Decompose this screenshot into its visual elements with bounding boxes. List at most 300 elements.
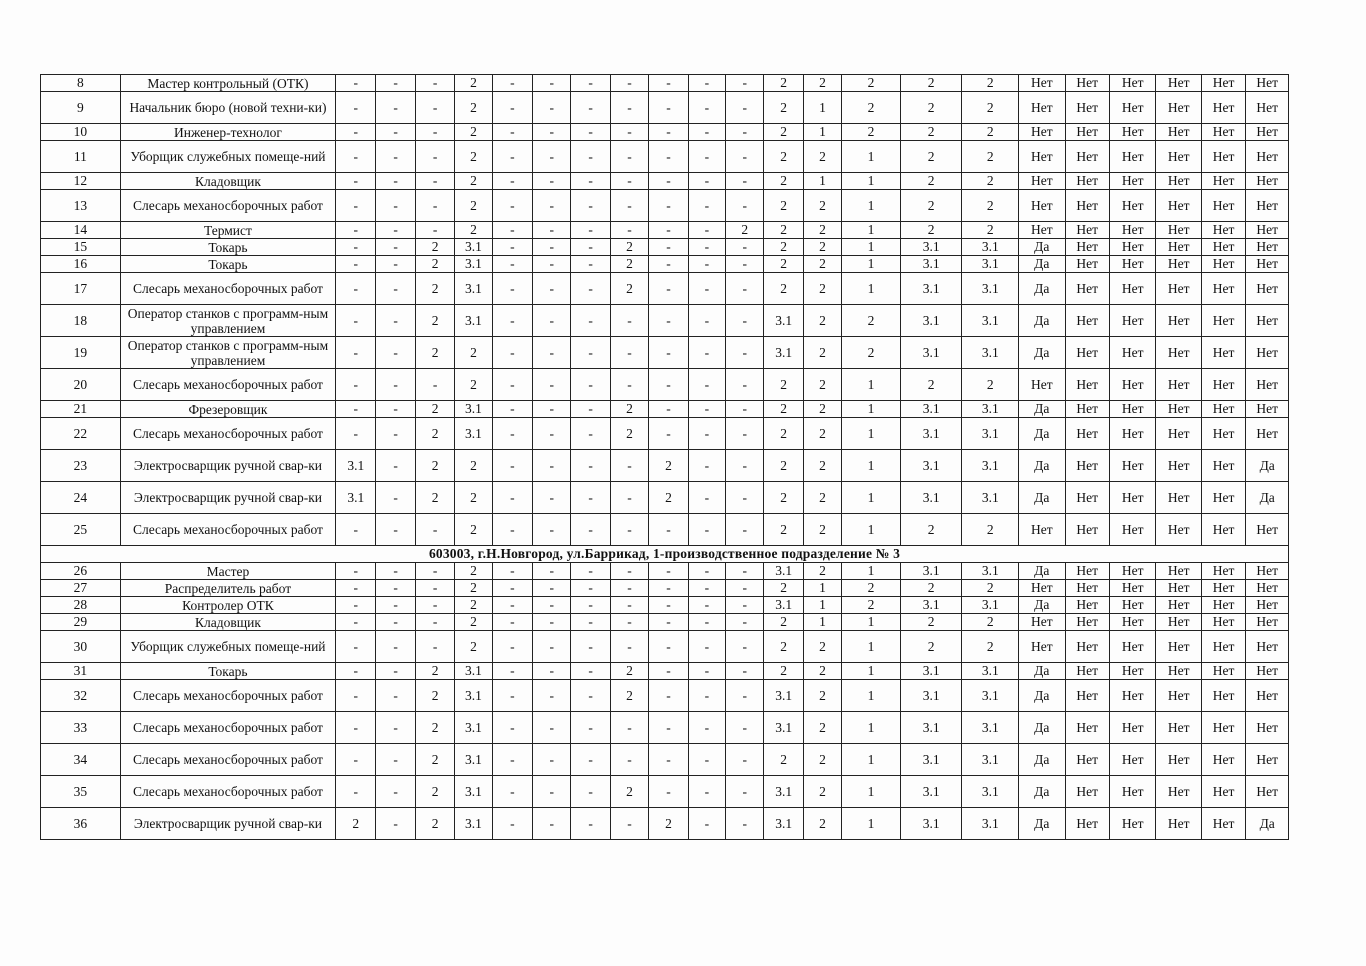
value-cell: 1	[842, 239, 901, 256]
value-cell: -	[492, 222, 532, 239]
value-cell: Нет	[1065, 173, 1109, 190]
value-cell: 1	[842, 273, 901, 305]
value-cell: -	[376, 401, 415, 418]
table-row	[41, 273, 1289, 305]
value-cell: -	[492, 418, 532, 450]
value-cell: 2	[803, 75, 841, 92]
value-cell: -	[492, 563, 532, 580]
value-cell: 2	[900, 124, 962, 141]
value-cell: -	[649, 305, 688, 337]
value-cell: 3.1	[455, 418, 492, 450]
value-cell: 2	[962, 614, 1019, 631]
value-cell: Да	[1019, 776, 1065, 808]
value-cell: -	[610, 141, 648, 173]
value-cell: -	[376, 418, 415, 450]
value-cell: -	[610, 369, 648, 401]
value-cell: -	[492, 305, 532, 337]
value-cell: -	[610, 631, 648, 663]
value-cell: -	[415, 190, 454, 222]
value-cell: 2	[455, 580, 492, 597]
value-cell: Нет	[1156, 450, 1201, 482]
value-cell: Нет	[1109, 482, 1155, 514]
value-cell: Да	[1019, 482, 1065, 514]
value-cell: -	[533, 712, 571, 744]
position-name: Электросварщик ручной свар-ки	[120, 482, 335, 514]
value-cell: 2	[803, 808, 841, 840]
value-cell: -	[688, 369, 725, 401]
value-cell: 3.1	[962, 337, 1019, 369]
value-cell: -	[533, 418, 571, 450]
value-cell: 2	[900, 514, 962, 546]
row-number: 32	[41, 680, 121, 712]
value-cell: 2	[415, 482, 454, 514]
value-cell: Нет	[1109, 173, 1155, 190]
value-cell: -	[336, 173, 376, 190]
value-cell: 3.1	[900, 256, 962, 273]
value-cell: Да	[1019, 337, 1065, 369]
value-cell: Нет	[1065, 222, 1109, 239]
value-cell: 3.1	[900, 663, 962, 680]
value-cell: -	[571, 418, 610, 450]
value-cell: 3.1	[900, 273, 962, 305]
value-cell: 3.1	[900, 776, 962, 808]
value-cell: Нет	[1109, 337, 1155, 369]
value-cell: 2	[962, 173, 1019, 190]
value-cell: -	[610, 92, 648, 124]
value-cell: 3.1	[455, 663, 492, 680]
value-cell: Нет	[1156, 680, 1201, 712]
value-cell: Нет	[1246, 75, 1289, 92]
value-cell: -	[610, 124, 648, 141]
row-number: 23	[41, 450, 121, 482]
value-cell: -	[336, 631, 376, 663]
value-cell: -	[610, 482, 648, 514]
value-cell: 2	[764, 663, 803, 680]
value-cell: -	[376, 680, 415, 712]
value-cell: -	[726, 450, 764, 482]
value-cell: 2	[764, 190, 803, 222]
value-cell: Да	[1019, 239, 1065, 256]
value-cell: -	[376, 305, 415, 337]
value-cell: Да	[1019, 680, 1065, 712]
table-row	[41, 776, 1289, 808]
position-name: Распределитель работ	[120, 580, 335, 597]
value-cell: -	[336, 401, 376, 418]
value-cell: Да	[1019, 808, 1065, 840]
value-cell: 2	[610, 239, 648, 256]
row-number: 9	[41, 92, 121, 124]
value-cell: -	[376, 597, 415, 614]
value-cell: -	[376, 92, 415, 124]
value-cell: Нет	[1019, 580, 1065, 597]
value-cell: -	[492, 776, 532, 808]
value-cell: Нет	[1109, 712, 1155, 744]
value-cell: Да	[1019, 401, 1065, 418]
value-cell: -	[726, 776, 764, 808]
value-cell: 1	[842, 190, 901, 222]
value-cell: Нет	[1065, 663, 1109, 680]
value-cell: -	[492, 173, 532, 190]
value-cell: -	[688, 92, 725, 124]
value-cell: -	[571, 744, 610, 776]
value-cell: -	[533, 92, 571, 124]
value-cell: Нет	[1109, 663, 1155, 680]
value-cell: 1	[842, 141, 901, 173]
value-cell: -	[533, 514, 571, 546]
value-cell: 2	[415, 450, 454, 482]
value-cell: -	[415, 563, 454, 580]
value-cell: Нет	[1065, 418, 1109, 450]
value-cell: -	[649, 631, 688, 663]
value-cell: 3.1	[900, 744, 962, 776]
value-cell: -	[571, 75, 610, 92]
position-name: Электросварщик ручной свар-ки	[120, 450, 335, 482]
value-cell: 1	[842, 514, 901, 546]
value-cell: -	[726, 190, 764, 222]
value-cell: 2	[900, 369, 962, 401]
value-cell: 2	[415, 273, 454, 305]
value-cell: Нет	[1109, 239, 1155, 256]
value-cell: 2	[415, 256, 454, 273]
value-cell: -	[533, 680, 571, 712]
value-cell: -	[688, 256, 725, 273]
value-cell: 3.1	[962, 273, 1019, 305]
value-cell: 3.1	[962, 680, 1019, 712]
value-cell: 2	[764, 450, 803, 482]
value-cell: -	[649, 273, 688, 305]
value-cell: -	[376, 124, 415, 141]
value-cell: 2	[415, 401, 454, 418]
value-cell: Нет	[1065, 597, 1109, 614]
value-cell: Нет	[1246, 401, 1289, 418]
table-row	[41, 173, 1289, 190]
value-cell: Нет	[1246, 418, 1289, 450]
value-cell: 2	[455, 631, 492, 663]
value-cell: -	[376, 808, 415, 840]
value-cell: 3.1	[900, 680, 962, 712]
value-cell: 2	[803, 256, 841, 273]
value-cell: -	[376, 482, 415, 514]
value-cell: 2	[415, 712, 454, 744]
value-cell: 2	[803, 222, 841, 239]
value-cell: -	[415, 514, 454, 546]
position-name: Уборщик служебных помеще-ний	[120, 631, 335, 663]
value-cell: 2	[455, 597, 492, 614]
value-cell: Нет	[1019, 173, 1065, 190]
value-cell: -	[571, 305, 610, 337]
section-header-row	[41, 546, 1289, 563]
value-cell: -	[492, 482, 532, 514]
value-cell: Нет	[1109, 190, 1155, 222]
value-cell: -	[571, 663, 610, 680]
value-cell: -	[415, 369, 454, 401]
value-cell: -	[571, 580, 610, 597]
value-cell: Нет	[1156, 482, 1201, 514]
row-number: 8	[41, 75, 121, 92]
value-cell: -	[336, 563, 376, 580]
value-cell: -	[649, 401, 688, 418]
value-cell: -	[415, 173, 454, 190]
value-cell: -	[336, 776, 376, 808]
value-cell: -	[610, 712, 648, 744]
table-row	[41, 680, 1289, 712]
value-cell: -	[649, 256, 688, 273]
value-cell: -	[376, 514, 415, 546]
value-cell: -	[571, 563, 610, 580]
value-cell: 3.1	[900, 401, 962, 418]
value-cell: Нет	[1156, 597, 1201, 614]
value-cell: 3.1	[764, 712, 803, 744]
value-cell: 2	[842, 597, 901, 614]
value-cell: -	[571, 808, 610, 840]
value-cell: Нет	[1246, 92, 1289, 124]
value-cell: 2	[415, 239, 454, 256]
value-cell: Нет	[1109, 614, 1155, 631]
value-cell: 2	[842, 305, 901, 337]
value-cell: Нет	[1065, 190, 1109, 222]
value-cell: 2	[764, 369, 803, 401]
value-cell: -	[649, 190, 688, 222]
value-cell: 1	[803, 614, 841, 631]
value-cell: 2	[455, 514, 492, 546]
value-cell: 3.1	[764, 597, 803, 614]
position-name: Фрезеровщик	[120, 401, 335, 418]
value-cell: 1	[842, 808, 901, 840]
value-cell: Нет	[1246, 580, 1289, 597]
value-cell: -	[415, 222, 454, 239]
position-name: Уборщик служебных помеще-ний	[120, 141, 335, 173]
value-cell: 1	[842, 173, 901, 190]
value-cell: 3.1	[764, 563, 803, 580]
value-cell: Нет	[1065, 680, 1109, 712]
table-row	[41, 631, 1289, 663]
value-cell: 3.1	[962, 239, 1019, 256]
value-cell: Нет	[1019, 141, 1065, 173]
value-cell: -	[415, 631, 454, 663]
value-cell: -	[649, 75, 688, 92]
value-cell: Нет	[1109, 580, 1155, 597]
value-cell: Нет	[1109, 401, 1155, 418]
value-cell: -	[533, 614, 571, 631]
value-cell: -	[533, 663, 571, 680]
row-number: 27	[41, 580, 121, 597]
value-cell: -	[336, 369, 376, 401]
value-cell: -	[610, 337, 648, 369]
value-cell: -	[726, 337, 764, 369]
value-cell: -	[336, 141, 376, 173]
value-cell: 2	[803, 401, 841, 418]
value-cell: 2	[962, 75, 1019, 92]
value-cell: Нет	[1065, 482, 1109, 514]
table-row	[41, 614, 1289, 631]
value-cell: -	[688, 631, 725, 663]
value-cell: 2	[900, 173, 962, 190]
value-cell: 2	[962, 92, 1019, 124]
value-cell: -	[376, 173, 415, 190]
value-cell: -	[649, 680, 688, 712]
value-cell: Нет	[1065, 401, 1109, 418]
value-cell: Нет	[1019, 222, 1065, 239]
value-cell: -	[688, 273, 725, 305]
value-cell: 3.1	[900, 563, 962, 580]
value-cell: Нет	[1201, 614, 1245, 631]
value-cell: 2	[803, 369, 841, 401]
value-cell: 1	[842, 680, 901, 712]
row-number: 34	[41, 744, 121, 776]
value-cell: -	[492, 712, 532, 744]
value-cell: -	[336, 75, 376, 92]
value-cell: 3.1	[336, 450, 376, 482]
value-cell: 2	[455, 222, 492, 239]
value-cell: Нет	[1201, 173, 1245, 190]
value-cell: 2	[415, 418, 454, 450]
value-cell: Нет	[1156, 239, 1201, 256]
value-cell: 2	[803, 680, 841, 712]
position-name: Слесарь механосборочных работ	[120, 418, 335, 450]
value-cell: -	[376, 563, 415, 580]
value-cell: -	[492, 337, 532, 369]
value-cell: Нет	[1201, 124, 1245, 141]
value-cell: 1	[842, 450, 901, 482]
value-cell: 3.1	[336, 482, 376, 514]
value-cell: 3.1	[764, 337, 803, 369]
value-cell: 2	[842, 124, 901, 141]
value-cell: Да	[1019, 663, 1065, 680]
table-row	[41, 580, 1289, 597]
value-cell: -	[571, 776, 610, 808]
value-cell: -	[571, 141, 610, 173]
value-cell: Нет	[1246, 337, 1289, 369]
value-cell: -	[571, 514, 610, 546]
value-cell: -	[688, 418, 725, 450]
table-row	[41, 514, 1289, 546]
value-cell: Нет	[1156, 580, 1201, 597]
value-cell: -	[726, 563, 764, 580]
value-cell: 2	[962, 514, 1019, 546]
row-number: 21	[41, 401, 121, 418]
value-cell: Нет	[1156, 222, 1201, 239]
value-cell: -	[492, 450, 532, 482]
value-cell: Нет	[1065, 92, 1109, 124]
value-cell: Нет	[1246, 712, 1289, 744]
value-cell: -	[610, 450, 648, 482]
value-cell: 2	[962, 190, 1019, 222]
value-cell: Нет	[1065, 514, 1109, 546]
value-cell: Нет	[1109, 808, 1155, 840]
value-cell: Нет	[1246, 256, 1289, 273]
value-cell: 3.1	[764, 776, 803, 808]
value-cell: 2	[803, 563, 841, 580]
value-cell: Нет	[1065, 75, 1109, 92]
position-name: Слесарь механосборочных работ	[120, 744, 335, 776]
row-number: 35	[41, 776, 121, 808]
row-number: 28	[41, 597, 121, 614]
value-cell: -	[533, 256, 571, 273]
row-number: 13	[41, 190, 121, 222]
value-cell: Нет	[1246, 273, 1289, 305]
value-cell: -	[571, 337, 610, 369]
value-cell: Нет	[1156, 712, 1201, 744]
value-cell: Нет	[1201, 580, 1245, 597]
value-cell: -	[688, 190, 725, 222]
value-cell: 1	[842, 631, 901, 663]
value-cell: 2	[803, 631, 841, 663]
table-row	[41, 597, 1289, 614]
value-cell: -	[492, 256, 532, 273]
value-cell: -	[533, 305, 571, 337]
value-cell: 2	[900, 141, 962, 173]
table-row	[41, 744, 1289, 776]
value-cell: 2	[764, 75, 803, 92]
value-cell: Нет	[1065, 256, 1109, 273]
value-cell: -	[376, 776, 415, 808]
value-cell: -	[533, 190, 571, 222]
position-name: Слесарь механосборочных работ	[120, 369, 335, 401]
value-cell: -	[336, 222, 376, 239]
value-cell: Нет	[1201, 680, 1245, 712]
value-cell: 3.1	[962, 418, 1019, 450]
position-name: Слесарь механосборочных работ	[120, 680, 335, 712]
value-cell: 3.1	[962, 663, 1019, 680]
value-cell: 2	[803, 337, 841, 369]
value-cell: -	[376, 256, 415, 273]
value-cell: -	[726, 744, 764, 776]
value-cell: -	[688, 124, 725, 141]
value-cell: -	[610, 744, 648, 776]
value-cell: -	[415, 614, 454, 631]
row-number: 30	[41, 631, 121, 663]
value-cell: Нет	[1201, 305, 1245, 337]
value-cell: Нет	[1156, 663, 1201, 680]
value-cell: -	[688, 222, 725, 239]
value-cell: -	[533, 563, 571, 580]
position-name: Кладовщик	[120, 614, 335, 631]
value-cell: 1	[842, 256, 901, 273]
value-cell: 3.1	[455, 273, 492, 305]
value-cell: Да	[1019, 256, 1065, 273]
value-cell: 2	[962, 141, 1019, 173]
value-cell: -	[726, 418, 764, 450]
value-cell: -	[415, 124, 454, 141]
position-name: Мастер	[120, 563, 335, 580]
row-number: 12	[41, 173, 121, 190]
value-cell: 2	[900, 631, 962, 663]
value-cell: Нет	[1065, 273, 1109, 305]
value-cell: Да	[1246, 808, 1289, 840]
value-cell: -	[571, 401, 610, 418]
value-cell: Нет	[1109, 597, 1155, 614]
position-name: Мастер контрольный (ОТК)	[120, 75, 335, 92]
workplace-assessment-table	[40, 74, 1289, 840]
value-cell: Нет	[1201, 563, 1245, 580]
value-cell: Нет	[1201, 369, 1245, 401]
value-cell: -	[610, 190, 648, 222]
row-number: 14	[41, 222, 121, 239]
value-cell: -	[688, 614, 725, 631]
value-cell: 2	[336, 808, 376, 840]
value-cell: -	[649, 173, 688, 190]
value-cell: -	[533, 141, 571, 173]
value-cell: -	[533, 597, 571, 614]
position-name: Слесарь механосборочных работ	[120, 190, 335, 222]
value-cell: Нет	[1201, 273, 1245, 305]
value-cell: Нет	[1065, 450, 1109, 482]
value-cell: Нет	[1065, 369, 1109, 401]
value-cell: -	[610, 173, 648, 190]
value-cell: 3.1	[900, 597, 962, 614]
value-cell: -	[571, 222, 610, 239]
value-cell: 2	[455, 614, 492, 631]
